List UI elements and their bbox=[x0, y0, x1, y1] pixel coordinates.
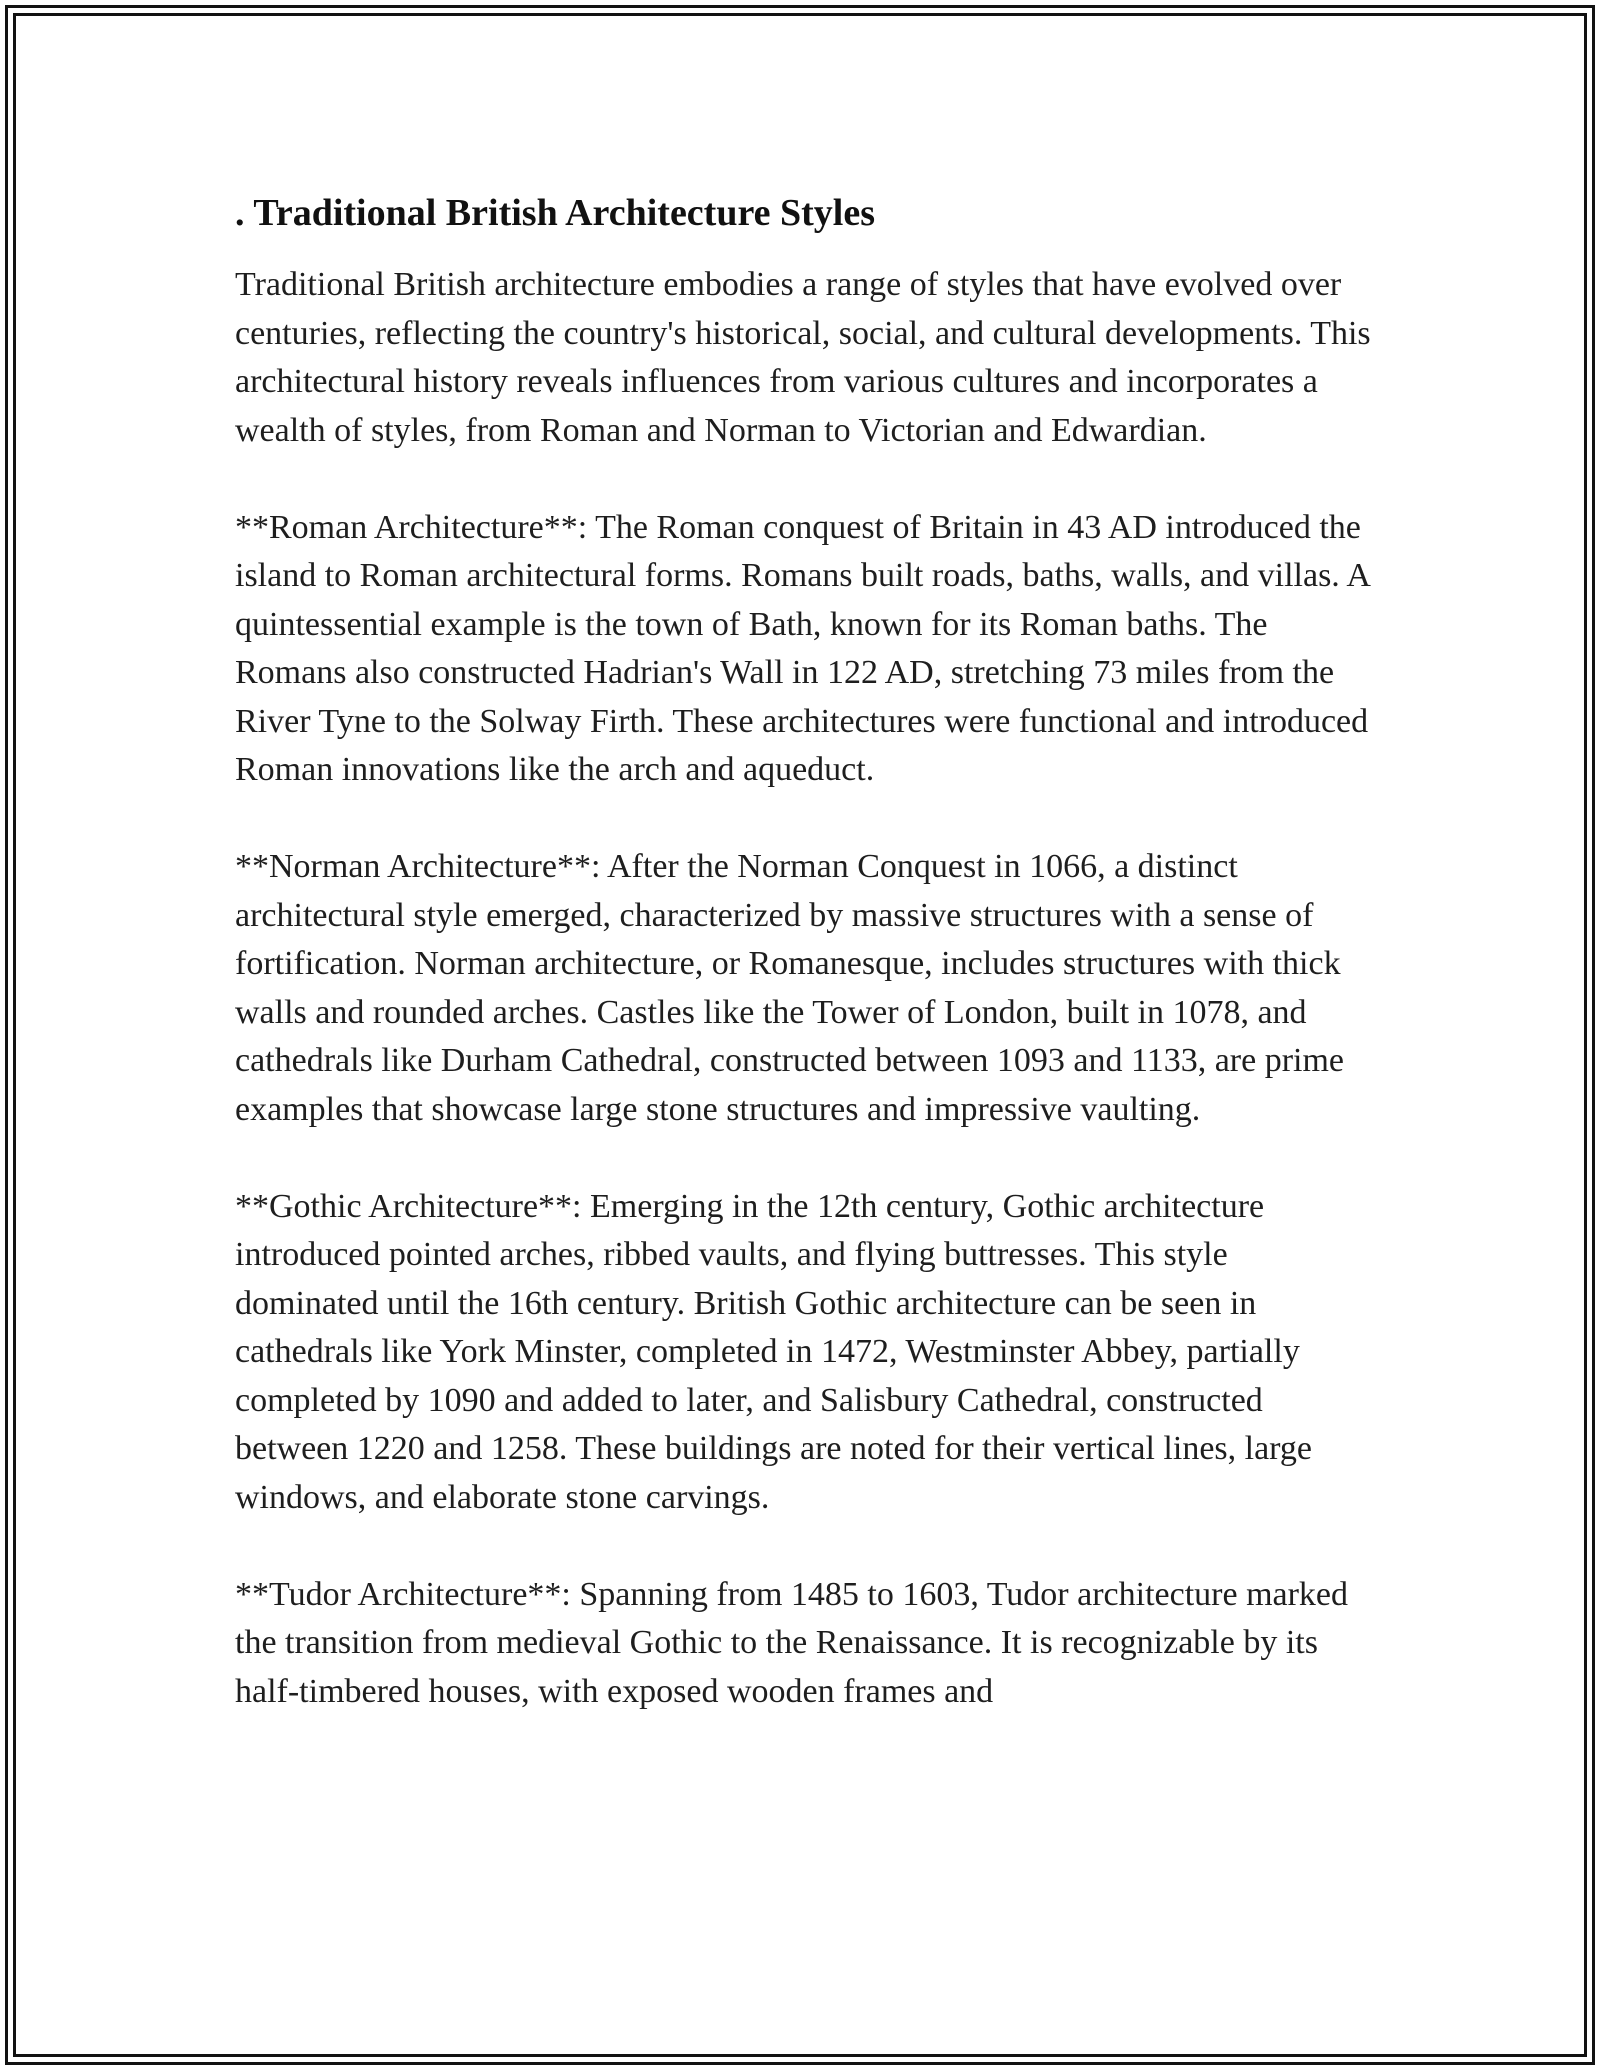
gothic-architecture-paragraph: **Gothic Architecture**: Emerging in the 12th century, Gothic architecture introduced pointed arches, ribbed vaults, and flying buttresses. This style dominated until the 16th century. British Gothic architecture can be seen in cathedrals like York Minster, completed in 1472, Westminster Abbey, partially completed by 1090 and added to later, and Salisbury Cathedral, constructed between 1220 and 1258. These buildings are noted for their vertical lines, large windows, and elaborate stone carvings. bbox=[235, 1187, 1312, 1516]
section-heading: . Traditional British Architecture Styles bbox=[235, 192, 876, 234]
roman-architecture-paragraph: **Roman Architecture**: The Roman conquest of Britain in 43 AD introduced the island to Roman architectural forms. Romans built roads, baths, walls, and villas. A quintessential example is the town of Bath, known for its Roman baths. The Romans also constructed Hadrian's Wall in 122 AD, stretching 73 miles from the River Tyne to the Solway Firth. These architectures were functional and introduced Roman innovations like the arch and aqueduct. bbox=[235, 508, 1370, 788]
tudor-architecture-paragraph: **Tudor Architecture**: Spanning from 1485 to 1603, Tudor architecture marked the transition from medieval Gothic to the Renaissance. It is recognizable by its half-timbered houses, with exposed wooden frames and bbox=[235, 1575, 1349, 1710]
intro-paragraph: Traditional British architecture embodies a range of styles that have evolved over centuries, reflecting the country's historical, social, and cultural developments. This architectural history reveals influences from various cultures and incorporates a wealth of styles, from Roman and Norman to Victorian and Edwardian. bbox=[235, 266, 1371, 449]
norman-architecture-paragraph: **Norman Architecture**: After the Norman Conquest in 1066, a distinct architectural style emerged, characterized by massive structures with a sense of fortification. Norman architecture, or Romanesque, includes structures with thick walls and rounded arches. Castles like the Tower of London, built in 1078, and cathedrals like Durham Cathedral, constructed between 1093 and 1133, are prime examples that showcase large stone structures and impressive vaulting. bbox=[235, 848, 1345, 1128]
document-body bbox=[235, 185, 1375, 1765]
